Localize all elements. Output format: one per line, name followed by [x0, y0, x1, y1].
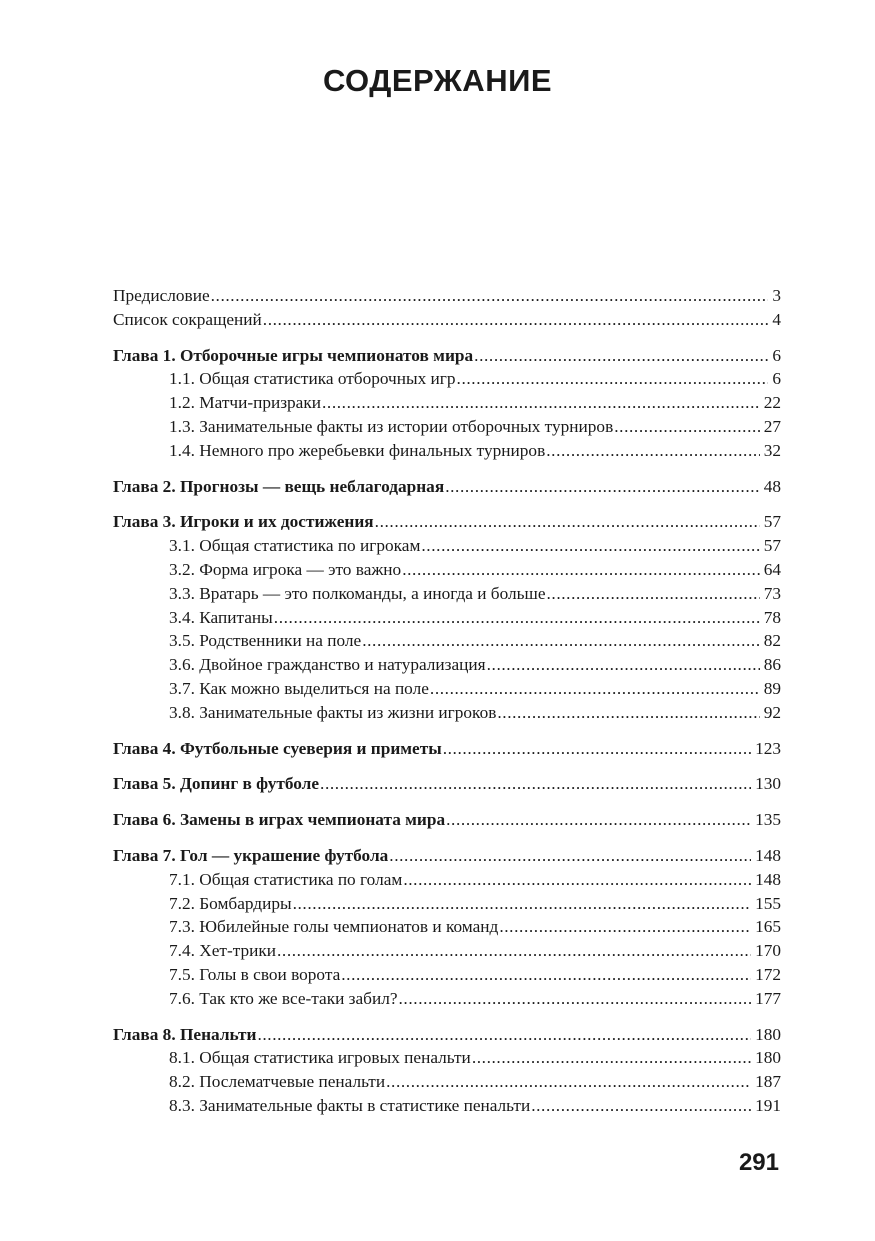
toc-section-entry	[113, 629, 781, 653]
toc-entry-page: 89	[763, 678, 781, 698]
toc-section-entry	[113, 1070, 781, 1094]
toc-entry-title: Глава 5. Допинг в футболе	[113, 774, 320, 794]
toc-leader-dots	[487, 653, 760, 677]
toc-chapter-entry	[113, 510, 781, 534]
toc-spacer	[113, 796, 781, 808]
toc-entry-page: 180	[755, 1048, 781, 1068]
toc-chapter-entry	[113, 1023, 781, 1047]
toc-entry-title: 3.7. Как можно выделиться на поле	[169, 678, 429, 698]
toc-leader-dots	[386, 1070, 751, 1094]
toc-section-entry	[113, 963, 781, 987]
toc-entry-page: 57	[763, 536, 781, 556]
toc-leader-dots	[531, 1094, 751, 1118]
table-of-contents	[113, 284, 781, 1118]
toc-front-entry	[113, 284, 781, 308]
toc-entry-title: Предисловие	[113, 286, 210, 305]
toc-section-entry	[113, 915, 781, 939]
toc-section-entry	[113, 439, 781, 463]
toc-section-entry	[113, 1094, 781, 1118]
toc-entry-title: 3.2. Форма игрока — это важно	[169, 559, 402, 579]
toc-chapter-entry	[113, 344, 781, 368]
toc-leader-dots	[499, 915, 751, 939]
toc-section-entry	[113, 868, 781, 892]
toc-entry-page: 148	[755, 845, 781, 865]
toc-entry-title: 1.2. Матчи-призраки	[169, 393, 321, 413]
toc-entry-page: 130	[755, 774, 781, 794]
toc-entry-title: Глава 7. Гол — украшение футбола	[113, 845, 389, 865]
toc-section-entry	[113, 892, 781, 916]
toc-entry-page: 170	[755, 941, 781, 961]
toc-entry-page: 82	[763, 631, 781, 651]
toc-entry-title: Глава 8. Пенальти	[113, 1024, 257, 1044]
toc-entry-title: 3.8. Занимательные факты из жизни игроков	[169, 702, 497, 722]
toc-spacer	[113, 832, 781, 844]
toc-leader-dots	[263, 308, 769, 332]
toc-chapter-entry	[113, 808, 781, 832]
toc-leader-dots	[322, 391, 760, 415]
toc-entry-title: 3.6. Двойное гражданство и натурализация	[169, 655, 486, 675]
toc-chapter-entry	[113, 844, 781, 868]
toc-leader-dots	[546, 439, 759, 463]
toc-leader-dots	[293, 892, 751, 916]
toc-leader-dots	[375, 510, 760, 534]
toc-entry-page: 172	[755, 964, 781, 984]
toc-entry-page: 177	[755, 988, 781, 1008]
toc-entry-page: 155	[755, 893, 781, 913]
toc-section-entry	[113, 391, 781, 415]
toc-entry-page: 48	[763, 476, 781, 496]
toc-section-entry	[113, 558, 781, 582]
toc-entry-page: 27	[763, 416, 781, 436]
toc-spacer	[113, 725, 781, 737]
toc-spacer	[113, 1011, 781, 1023]
toc-section-entry	[113, 582, 781, 606]
toc-leader-dots	[457, 367, 769, 391]
toc-entry-title: Глава 3. Игроки и их достижения	[113, 512, 374, 532]
toc-section-entry	[113, 1046, 781, 1070]
toc-entry-title: Глава 4. Футбольные суеверия и приметы	[113, 738, 442, 758]
toc-entry-page: 6	[772, 345, 781, 365]
toc-entry-page: 191	[755, 1095, 781, 1115]
toc-leader-dots	[399, 987, 752, 1011]
toc-entry-page: 148	[755, 869, 781, 889]
toc-entry-page: 73	[763, 583, 781, 603]
toc-section-entry	[113, 606, 781, 630]
toc-entry-title: 7.4. Хет-трики	[169, 941, 276, 961]
toc-leader-dots	[430, 677, 760, 701]
toc-leader-dots	[472, 1046, 751, 1070]
toc-entry-page: 64	[763, 559, 781, 579]
toc-leader-dots	[497, 701, 759, 725]
toc-chapter-entry	[113, 772, 781, 796]
toc-section-entry	[113, 367, 781, 391]
toc-chapter-entry	[113, 737, 781, 761]
toc-section-entry	[113, 534, 781, 558]
toc-spacer	[113, 498, 781, 510]
toc-entry-page: 4	[772, 309, 781, 329]
toc-entry-page: 92	[763, 702, 781, 722]
toc-spacer	[113, 332, 781, 344]
toc-entry-title: 1.3. Занимательные факты из истории отборочных турниров	[169, 416, 614, 436]
toc-entry-title: 8.3. Занимательные факты в статистике пенальти	[169, 1095, 531, 1115]
toc-entry-page: 22	[763, 393, 781, 413]
toc-leader-dots	[320, 772, 751, 796]
toc-spacer	[113, 463, 781, 475]
page-title: СОДЕРЖАНИЕ	[322, 63, 553, 98]
toc-entry-title: 7.3. Юбилейные голы чемпионатов и команд	[169, 917, 499, 937]
toc-leader-dots	[362, 629, 760, 653]
toc-leader-dots	[421, 534, 759, 558]
toc-entry-title: Глава 2. Прогнозы — вещь неблагодарная	[113, 476, 445, 496]
toc-section-entry	[113, 677, 781, 701]
toc-entry-title: 3.4. Капитаны	[169, 607, 273, 627]
toc-entry-title: Глава 6. Замены в играх чемпионата мира	[113, 810, 446, 830]
toc-entry-title: 7.5. Голы в свои ворота	[169, 964, 341, 984]
toc-section-entry	[113, 701, 781, 725]
toc-entry-title: 1.1. Общая статистика отборочных игр	[169, 369, 456, 389]
toc-entry-title: 8.2. Послематчевые пенальти	[169, 1072, 386, 1092]
toc-spacer	[113, 760, 781, 772]
toc-leader-dots	[389, 844, 751, 868]
toc-entry-page: 187	[755, 1072, 781, 1092]
toc-entry-page: 135	[755, 810, 781, 830]
toc-leader-dots	[446, 808, 751, 832]
toc-entry-title: Глава 1. Отборочные игры чемпионатов мира	[113, 345, 474, 365]
toc-leader-dots	[445, 475, 760, 499]
toc-entry-title: 3.5. Родственники на поле	[169, 631, 362, 651]
toc-leader-dots	[403, 868, 751, 892]
toc-entry-title: 7.1. Общая статистика по голам	[169, 869, 403, 889]
toc-entry-title: 8.1. Общая статистика игровых пенальти	[169, 1048, 471, 1068]
toc-entry-page: 57	[763, 512, 781, 532]
toc-entry-title: 7.2. Бомбардиры	[169, 893, 292, 913]
toc-entry-title: 3.3. Вратарь — это полкоманды, а иногда и больше	[169, 583, 546, 603]
toc-leader-dots	[614, 415, 759, 439]
toc-leader-dots	[474, 344, 768, 368]
toc-leader-dots	[341, 963, 751, 987]
toc-section-entry	[113, 415, 781, 439]
toc-entry-title: 7.6. Так кто же все-таки забил?	[169, 988, 398, 1008]
toc-entry-page: 3	[772, 286, 781, 305]
toc-entry-title: 1.4. Немного про жеребьевки финальных турниров	[169, 440, 546, 460]
toc-entry-title: 3.1. Общая статистика по игрокам	[169, 536, 421, 556]
toc-leader-dots	[547, 582, 760, 606]
toc-entry-page: 165	[755, 917, 781, 937]
toc-leader-dots	[257, 1023, 751, 1047]
toc-leader-dots	[274, 606, 760, 630]
toc-front-entry	[113, 308, 781, 332]
toc-leader-dots	[402, 558, 760, 582]
page-number: 291	[738, 1149, 779, 1176]
toc-section-entry	[113, 987, 781, 1011]
toc-entry-page: 6	[772, 369, 781, 389]
toc-chapter-entry	[113, 475, 781, 499]
toc-entry-title: Список сокращений	[113, 309, 262, 329]
toc-leader-dots	[443, 737, 751, 761]
toc-entry-page: 86	[763, 655, 781, 675]
toc-leader-dots	[277, 939, 751, 963]
toc-entry-page: 123	[755, 738, 781, 758]
toc-section-entry	[113, 653, 781, 677]
toc-entry-page: 180	[755, 1024, 781, 1044]
toc-entry-page: 78	[763, 607, 781, 627]
toc-section-entry	[113, 939, 781, 963]
toc-leader-dots	[211, 284, 769, 308]
toc-entry-page: 32	[763, 440, 781, 460]
